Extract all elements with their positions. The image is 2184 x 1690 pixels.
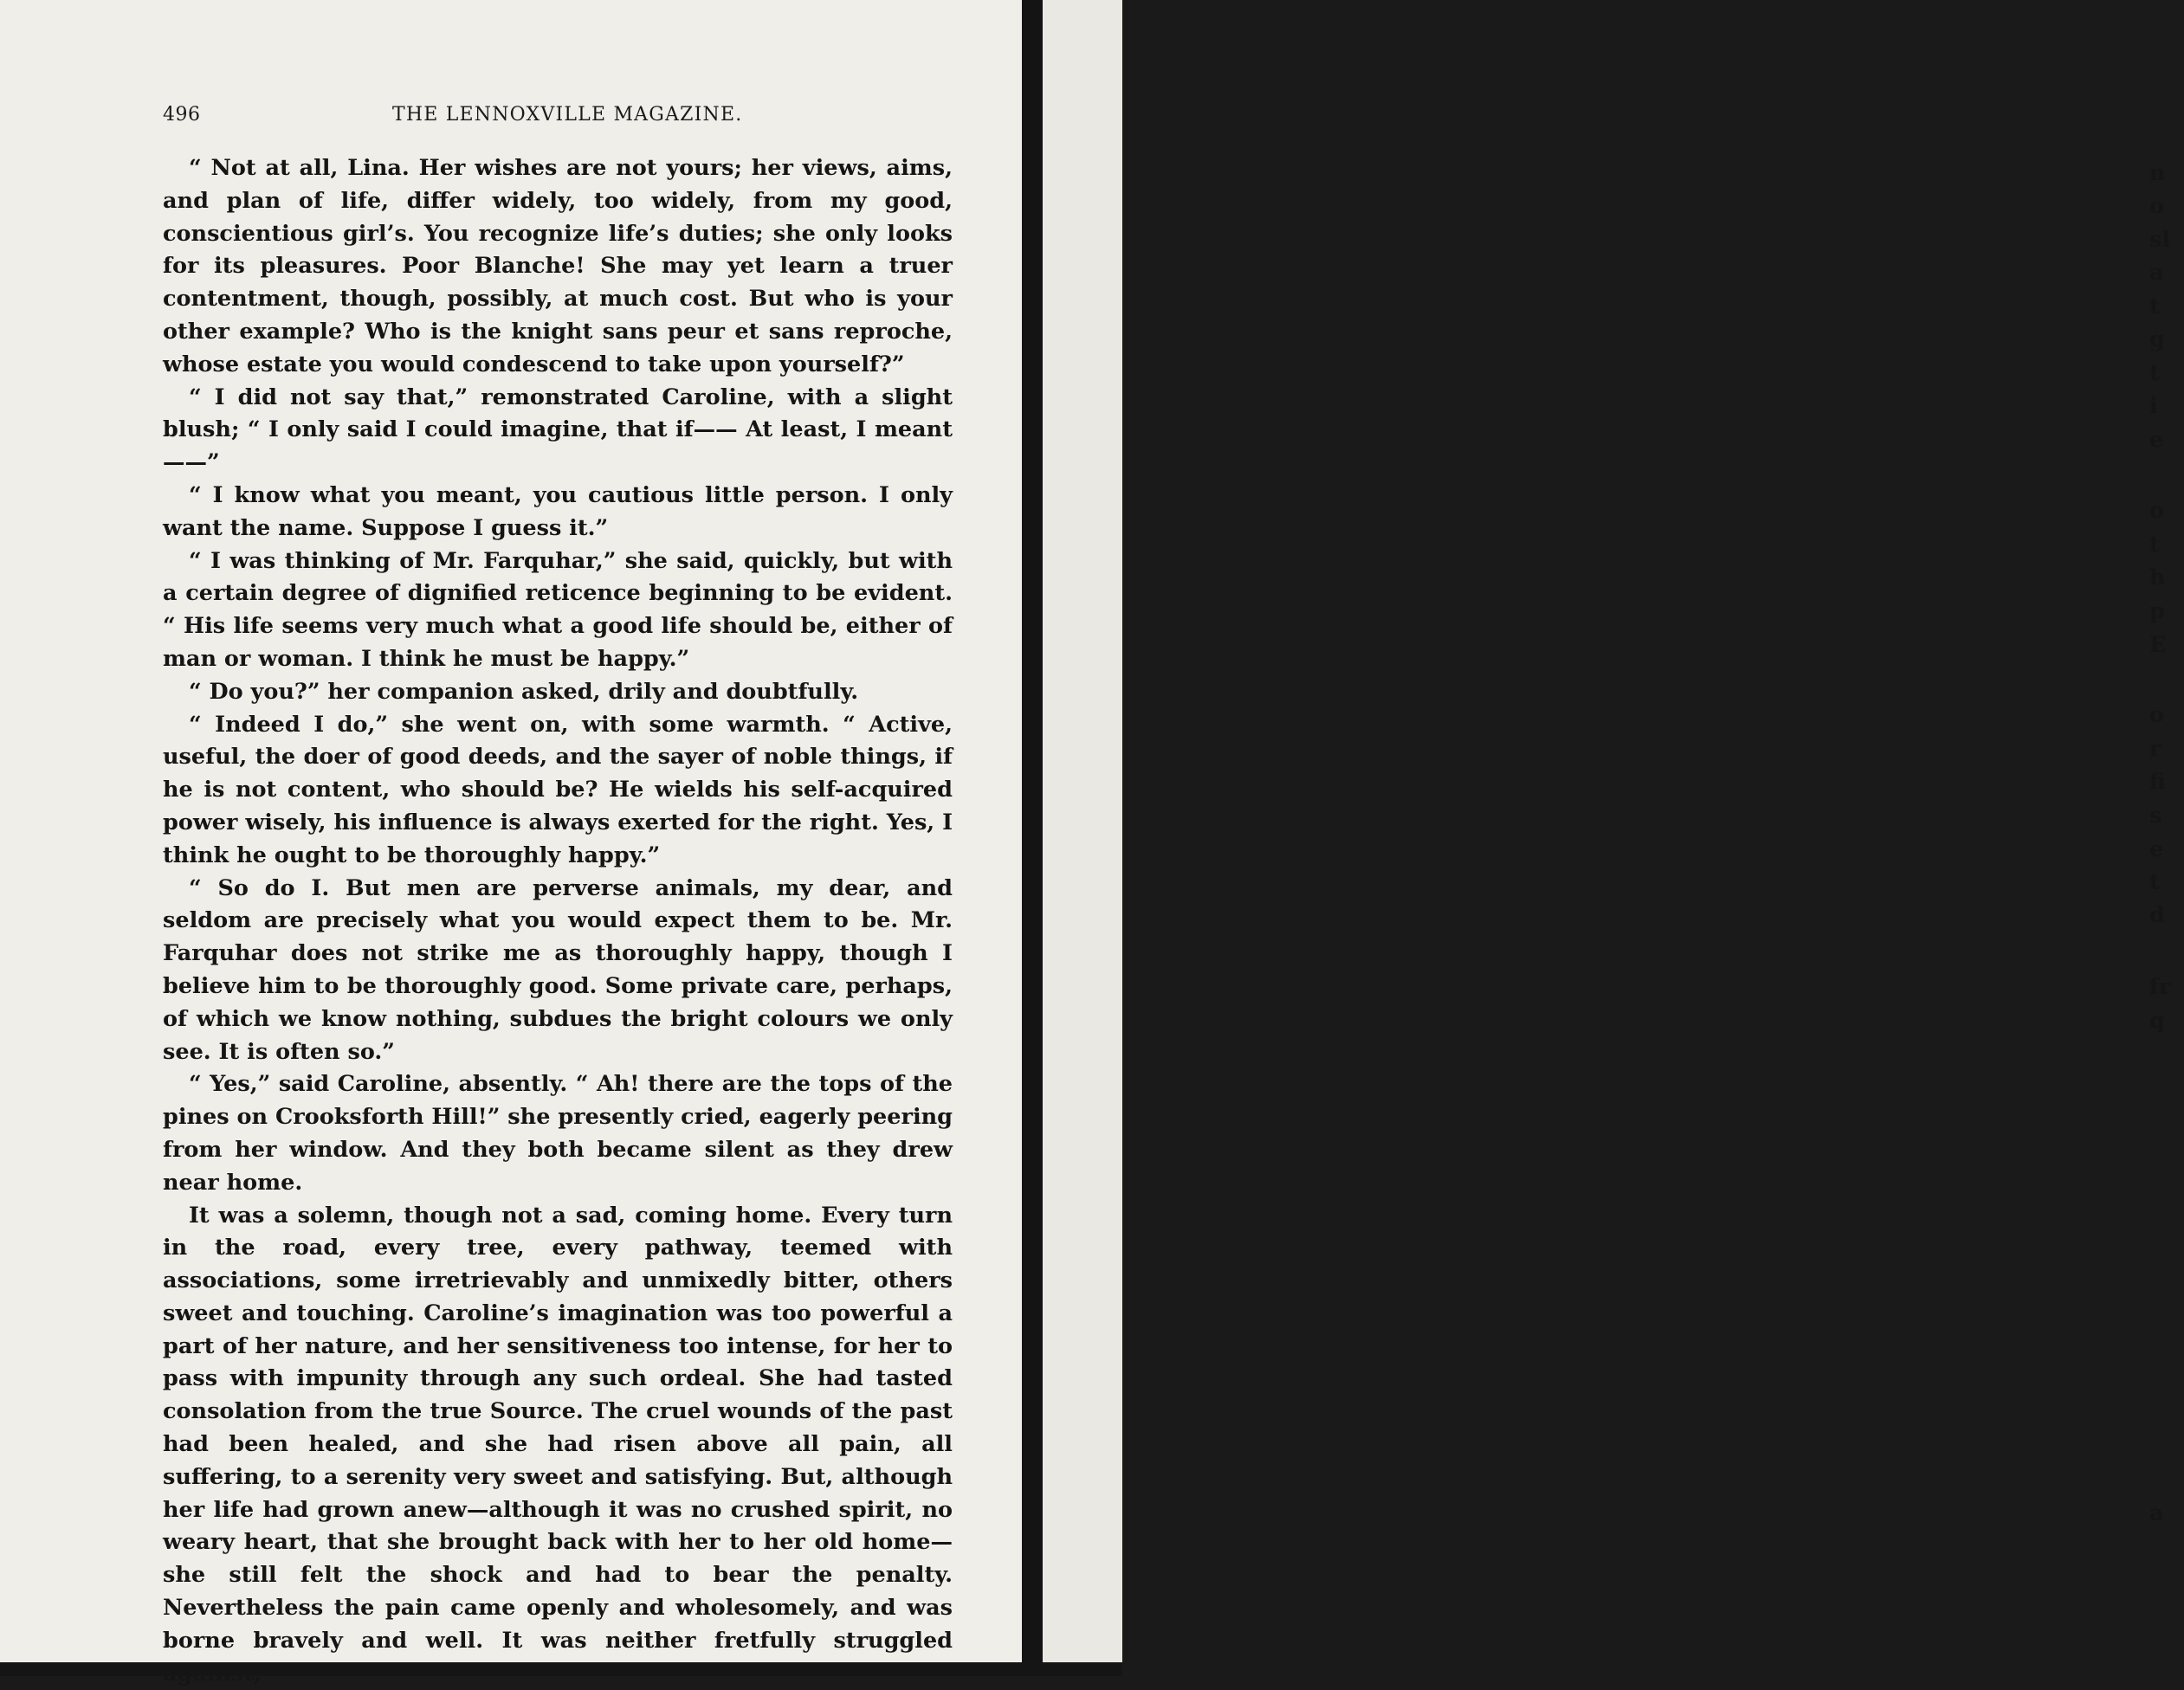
facing-page-edge xyxy=(1043,0,1122,1662)
facing-page-fragment: a xyxy=(2149,257,2164,290)
facing-page-fragment: t xyxy=(2149,291,2160,324)
paragraph: “ Not at all, Lina. Her wishes are not yours; her views, aims, and plan of life, differ widely, too widely, from my good, conscientious girl’s. You recognize life’s duties; she only looks for its pleasures. Poor Blanche! She may yet learn a truer contentment, though, possibly, at much cost. But who is your other example? Who is the knight sans peur et sans reproche, whose estate you would condescend to take upon yourself?” xyxy=(163,152,953,382)
facing-page-fragment: t xyxy=(2149,358,2160,390)
facing-page-fragment: e xyxy=(2149,424,2163,457)
facing-page-fragment: o xyxy=(2149,700,2164,732)
facing-page-fragment: sl xyxy=(2149,224,2170,257)
facing-page-fragment: i xyxy=(2149,390,2158,423)
facing-page-fragment: n xyxy=(2149,158,2166,190)
facing-page-fragment: fr xyxy=(2149,971,2170,1004)
paragraph: “ Indeed I do,” she went on, with some warmth. “ Active, useful, the doer of good deeds, and the sayer of noble things, if he is not content, who should be? He wields his self-acquired power wisely, his influence is always exerted for the right. Yes, I think he ought to be thoroughly happy.” xyxy=(163,709,953,873)
body-text xyxy=(163,152,953,1690)
paragraph: “ Yes,” said Caroline, absently. “ Ah! there are the tops of the pines on Crooksforth Hill!” she presently cried, eagerly peering from her window. And they both became silent as they drew near home. xyxy=(163,1068,953,1199)
paragraph: “ I know what you meant, you cautious little person. I only want the name. Suppose I guess it.” xyxy=(163,480,953,545)
facing-page-fragment: a xyxy=(2149,1498,2164,1531)
magazine-title: THE LENNOXVILLE MAGAZINE. xyxy=(392,104,742,126)
book-gutter xyxy=(1022,0,1043,1676)
facing-page-fragment: o xyxy=(2149,495,2164,528)
paragraph: “ Do you?” her companion asked, drily and doubtfully. xyxy=(163,676,953,709)
facing-page-fragment: o xyxy=(2149,190,2164,223)
paragraph: “ I did not say that,” remonstrated Caroline, with a slight blush; “ I only said I could imagine, that if—— At least, I meant——” xyxy=(163,382,953,480)
facing-page-fragment: g xyxy=(2149,324,2165,357)
facing-page-fragment: h xyxy=(2149,562,2166,595)
facing-page-fragment: E xyxy=(2149,629,2166,662)
facing-page-fragment: d xyxy=(2149,900,2165,932)
facing-page-fragment: r xyxy=(2149,733,2161,766)
left-page xyxy=(0,0,1022,1662)
page-number: 496 xyxy=(163,104,201,126)
paragraph: “ So do I. But men are perverse animals, my dear, and seldom are precisely what you would expect them to be. Mr. Farquhar does not strike me as thoroughly happy, though I believe him to be thoroughly good. Some private care, perhaps, of which we know nothing, subdues the bright colours we only see. It is often so.” xyxy=(163,873,953,1069)
bottom-edge xyxy=(0,1662,1122,1676)
facing-page-fragment: q xyxy=(2149,1005,2165,1038)
facing-page-fragment: s xyxy=(2149,800,2161,833)
facing-page-fragment: t xyxy=(2149,867,2160,900)
paragraph: It was a solemn, though not a sad, coming home. Every turn in the road, every tree, every pathway, teemed with associations, some irretrievably and unmixedly bitter, others sweet and touching. Caroline’s imagination was too powerful a part of her nature, and her sensitiveness too intense, for her to pass with impunity through any such ordeal. She had tasted consolation from the true Source. The cruel wounds of the past had been healed, and she had risen above all pain, all suffering, to a serenity very sweet and satisfying. But, although her life had grown anew—although it was no crushed spirit, no weary heart, that she brought back with her to her old home—she still felt the shock and had to bear the penalty. Nevertheless the pain came openly and wholesomely, and was borne bravely and well. It was neither fretfully struggled xyxy=(163,1200,953,1690)
paragraph: “ I was thinking of Mr. Farquhar,” she said, quickly, but with a certain degree of dignified reticence beginning to be evident. “ His life seems very much what a good life should be, either of man or woman. I think he must be happy.” xyxy=(163,545,953,676)
running-head xyxy=(163,102,960,137)
facing-page-fragment: e xyxy=(2149,834,2163,867)
facing-page-fragment: t xyxy=(2149,529,2160,562)
facing-page-fragment: fi xyxy=(2149,766,2166,799)
facing-page-fragment: p xyxy=(2149,596,2165,629)
